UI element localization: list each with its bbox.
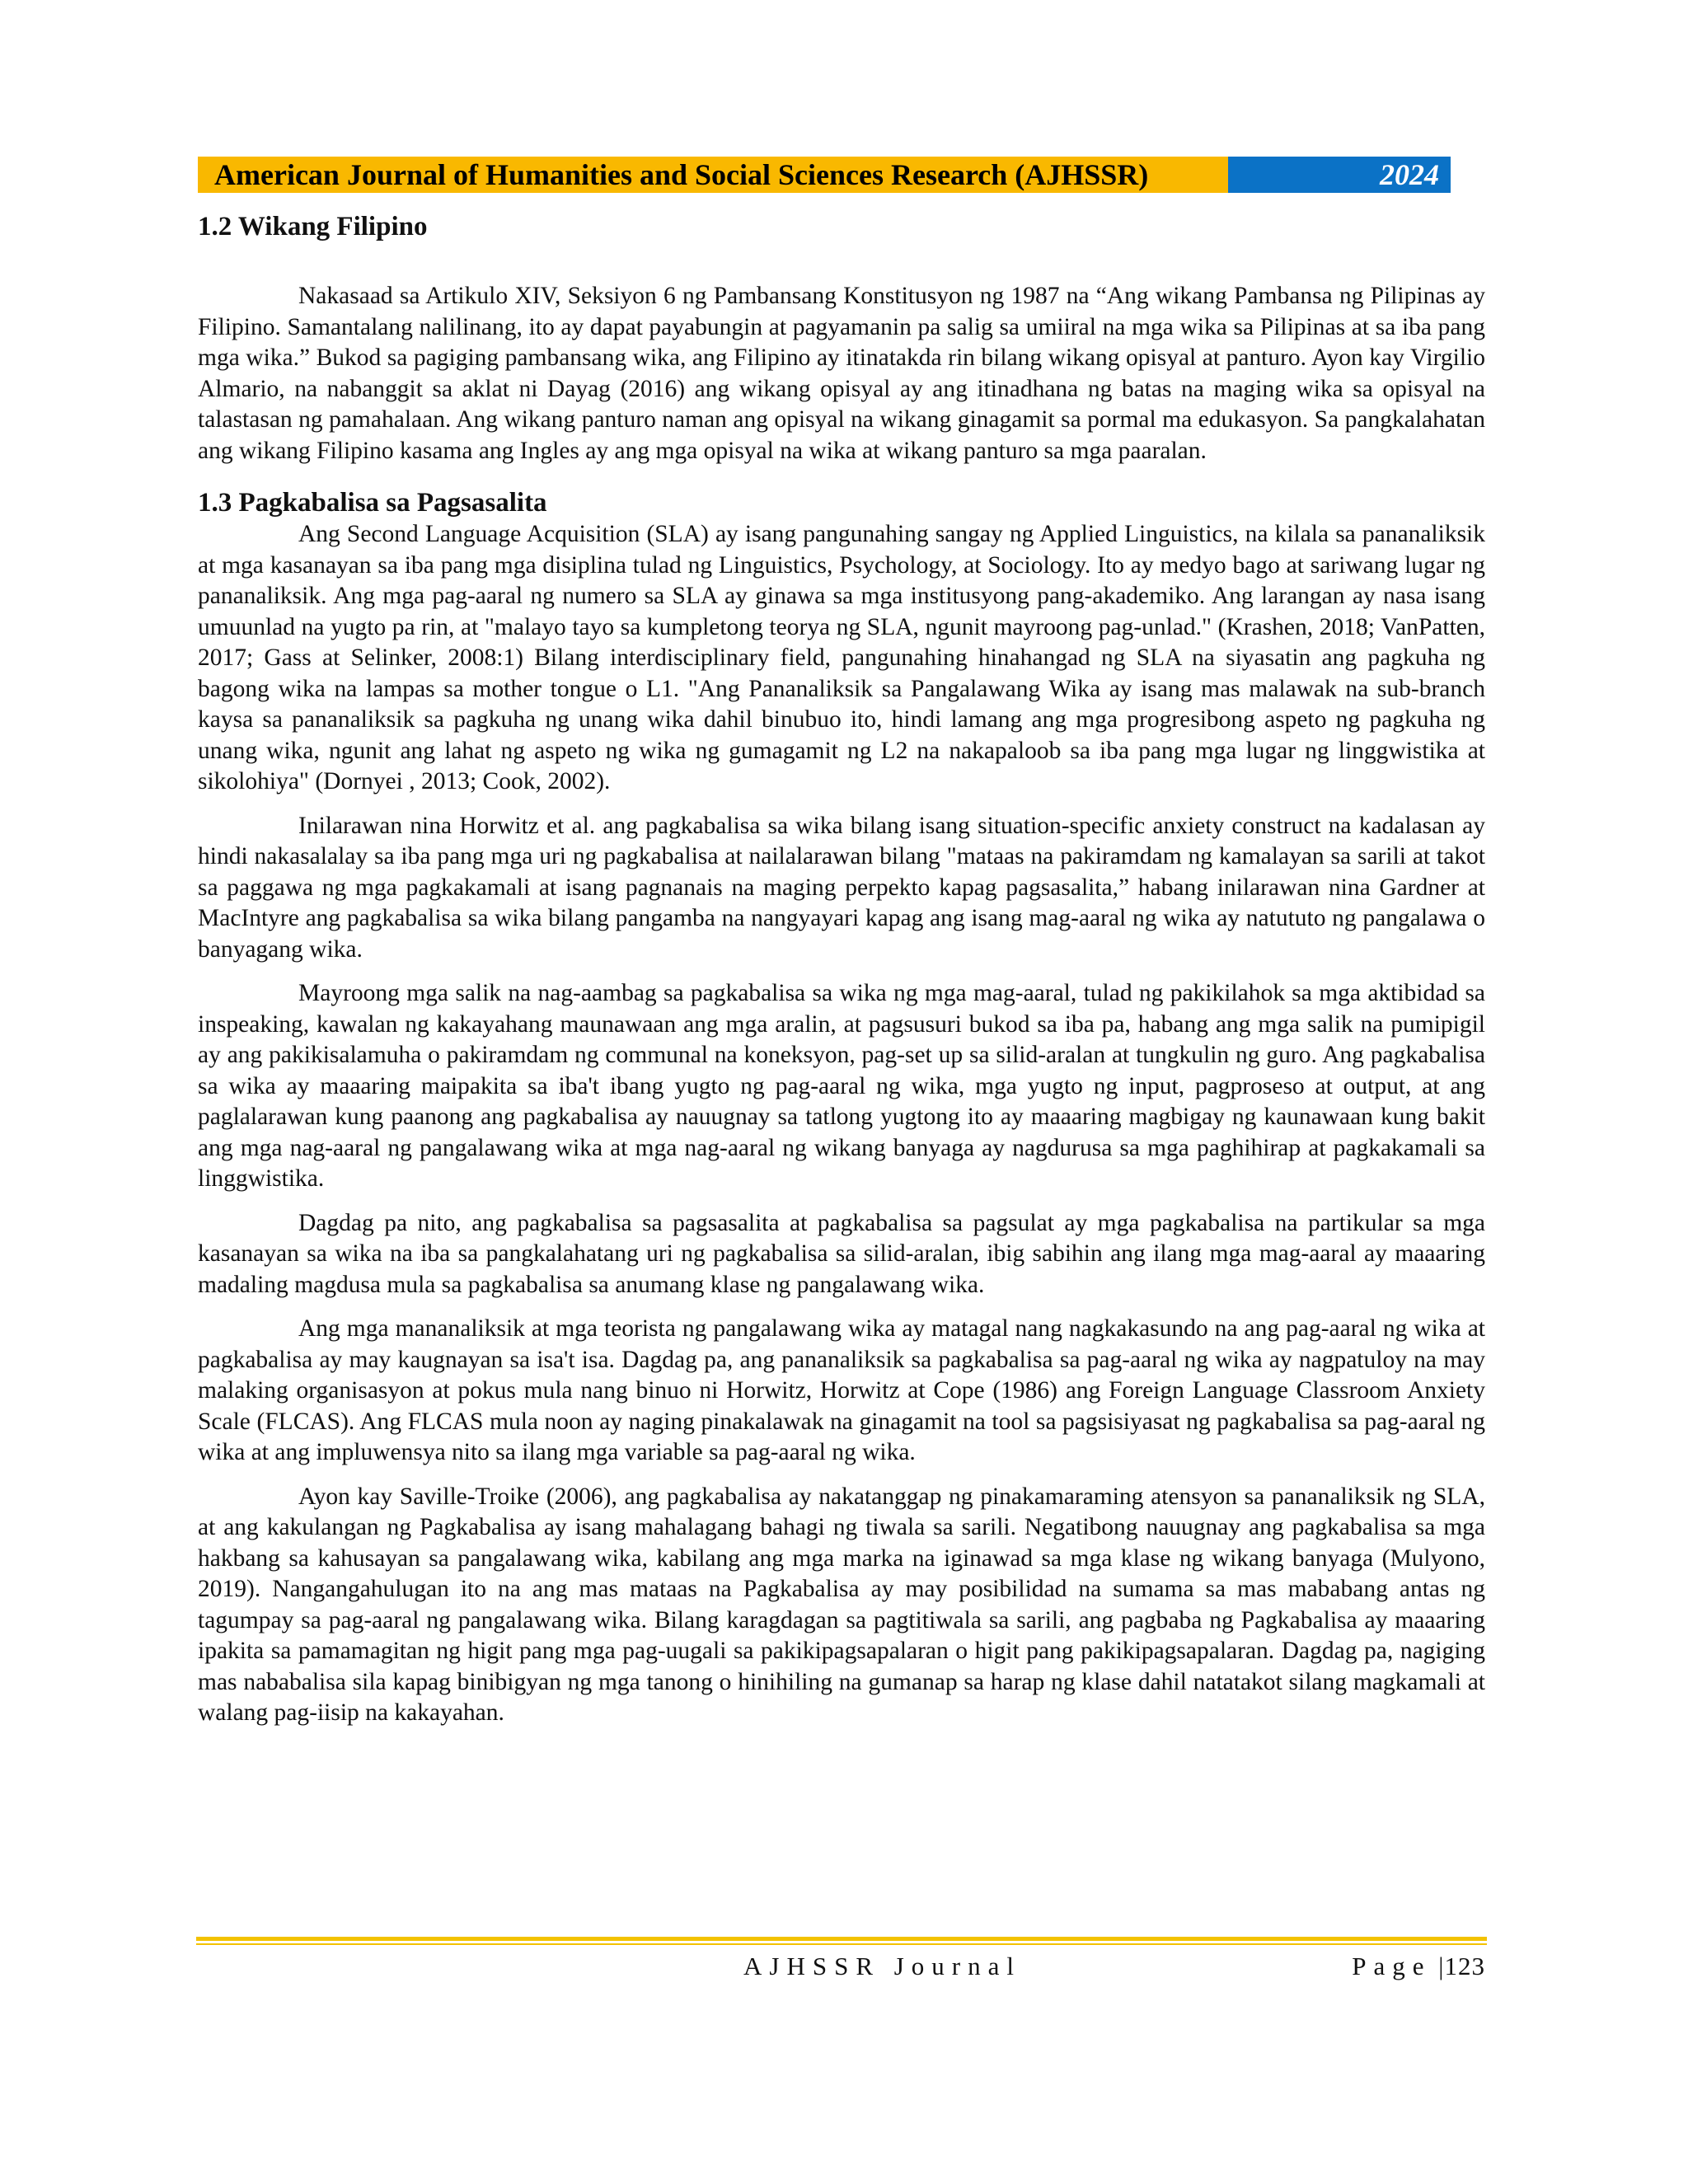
section-title-wikang-filipino: 1.2 Wikang Filipino [198,212,428,241]
paragraph: Nakasaad sa Artikulo XIV, Seksiyon 6 ng Pambansang Konstitusyon ng 1987 na “Ang wikang Pambansa ng Pilipinas ay Filipino. Samantalang nalilinang, ito ay dapat payabungin at pagyamanin pa salig sa umiiral na mga wika sa Pilipinas at sa iba pang mga wika.” Bukod sa pagiging pambansang wika, ang Filipino ay itinatakda rin bilang wikang opisyal at panturo. Ayon kay Virgilio Almario, na nabanggit sa aklat ni Dayag (2016) ang wikang opisyal ay ang itinadhana ng batas na maging wika sa opisyal na talastasan ng pamahalaan. Ang wikang panturo naman ang opisyal na wikang ginagamit sa pormal ma edukasyon. Sa pangkalahatan ang wikang Filipino kasama ang Ingles ay ang mga opisyal na wika at wikang panturo sa mga paaralan. [198,283,1485,464]
paragraph: Ang mga mananaliksik at mga teorista ng pangalawang wika ay matagal nang nagkakasundo na ang pag-aaral ng wika at pagkabalisa ay may kaugnayan sa isa't isa. Dagdag pa, ang pananaliksik sa pagkabalisa sa pag-aaral ng wika ay nagpatuloy na may malaking organisasyon at pokus mula nang binuo ni Horwitz, Horwitz at Cope (1986) ang Foreign Language Classroom Anxiety Scale (FLCAS). Ang FLCAS mula noon ay naging pinakalawak na ginagamit na tool sa pagsisiyasat ng pagkabalisa sa pag-aaral ng wika at ang impluwensya nito sa ilang mga variable sa pag-aaral ng wika. [198,1315,1485,1465]
paragraph: Ayon kay Saville-Troike (2006), ang pagkabalisa ay nakatanggap ng pinakamaraming atensyon sa pananaliksik ng SLA, at ang kakulangan ng Pagkabalisa ay isang mahalagang bahagi ng tiwala sa sarili. Negatibong nauugnay ang pagkabalisa sa mga hakbang sa kahusayan sa pangalawang wika, kabilang ang mga marka na iginawad sa mga klase ng wikang banyaga (Mulyono, 2019). Nangangahulugan ito na ang mas mataas na Pagkabalisa ay may posibilidad na sumama sa mas mababang antas ng tagumpay sa pag-aaral ng pangalawang wika. Bilang karagdagan sa pagtitiwala sa sarili, ang pagbaba ng Pagkabalisa ay maaaring ipakita sa pamamagitan ng higit pang mga pag-uugali sa pakikipagsapalaran o higit pang pakikipagsapalaran. Dagdag pa, nagiging mas nababalisa sila kapag binibigyan ng mga tanong o hinihiling na gumanap sa harap ng klase dahil natatakot silang magkamali at walang pag-iisip na kakayahan. [198,1483,1485,1726]
paragraph: Inilarawan nina Horwitz et al. ang pagkabalisa sa wika bilang isang situation-specific anxiety construct na kadalasan ay hindi nakasalalay sa iba pang mga uri ng pagkabalisa at nailalarawan bilang "mataas na pakiramdam ng kamalayan sa sarili at takot sa paggawa ng mga pagkakamali at isang pagnanais na maging perpekto kapag pagsasalita,” habang inilarawan nina Gardner at MacIntyre ang pagkabalisa sa wika bilang pangamba na nangyayari kapag ang isang mag-aaral ng wika ay natututo ng pangalawa o banyagang wika. [198,812,1485,963]
journal-year: 2024 [1228,157,1451,193]
journal-title: American Journal of Humanities and Social Sciences Research (AJHSSR) [198,157,1228,193]
page-separator: | [1438,1952,1445,1980]
paragraph: Ang Second Language Acquisition (SLA) ay isang pangunahing sangay ng Applied Linguistics, na kilala sa pananaliksik at mga kasanayan sa iba pang mga disiplina tulad ng Linguistics, Psychology, at Sociology. Ito ay medyo bago at sariwang lugar ng pananaliksik. Ang mga pag-aaral ng numero sa SLA ay ginawa sa mga institusyong pang-akademiko. Ang larangan ay nasa isang umuunlad na yugto pa rin, at "malayo tayo sa kumpletong teorya ng SLA, ngunit mayroong pag-unlad." (Krashen, 2018; VanPatten, 2017; Gass at Selinker, 2008:1) Bilang interdisciplinary field, pangunahing hinahangad ng SLA na siyasatin ang pagkuha ng bagong wika na lampas sa mother tongue o L1. "Ang Pananaliksik sa Pangalawang Wika ay isang mas malawak na sub-branch kaysa sa pananaliksik sa pagkuha ng unang wika dahil binubuo ito, hindi lamang ang mga progresibong aspeto ng pagkuha ng unang wika, ngunit ang lahat ng aspeto ng wika ng gumagamit ng L2 na nakapaloob sa iba pang mga lugar ng linggwistika at sikolohiya" (Dornyei , 2013; Cook, 2002). [198,521,1485,794]
page-footer [198,1950,1485,1983]
page-number: 123 [1444,1952,1485,1980]
article-body [198,210,1485,1729]
footer-journal-name: AJHSSR Journal [743,1952,1022,1980]
section-title-pagkabalisa: 1.3 Pagkabalisa sa Pagsasalita [198,488,547,518]
footer-divider [196,1937,1487,1945]
footer-page-number [1352,1950,1485,1983]
paragraph: Dagdag pa nito, ang pagkabalisa sa pagsasalita at pagkabalisa sa pagsulat ay mga pagkabalisa na partikular sa mga kasanayan sa wika na iba sa pangkalahatang uri ng pagkabalisa sa silid-aralan, ibig sabihin ang ilang mga mag-aaral ay maaaring madaling magdusa mula sa pagkabalisa sa anumang klase ng pangalawang wika. [198,1209,1485,1298]
journal-header [198,157,1451,193]
page-label: Page [1352,1952,1432,1980]
paragraph: Mayroong mga salik na nag-aambag sa pagkabalisa sa wika ng mga mag-aaral, tulad ng pakikilahok sa mga aktibidad sa inspeaking, kawalan ng kakayahang maunawaan ang mga aralin, at pagsusuri bukod sa iba pa, habang ang mga salik na pumipigil ay ang pakikisalamuha o pakiramdam ng communal na koneksyon, pag-set up sa silid-aralan at tungkulin ng guro. Ang pagkabalisa sa wika ay maaaring maipakita sa iba't ibang yugto ng pag-aaral ng wika, mga yugto ng input, pagproseso at output, at ang paglalarawan kung paanong ang pagkabalisa ay nauugnay sa tatlong yugtong ito ay maaaring magbigay ng kaunawaan kung bakit ang mga nag-aaral ng pangalawang wika at mga nag-aaral ng wikang banyaga ay nagdurusa sa mga paghihirap at pagkakamali sa linggwistika. [198,980,1485,1192]
